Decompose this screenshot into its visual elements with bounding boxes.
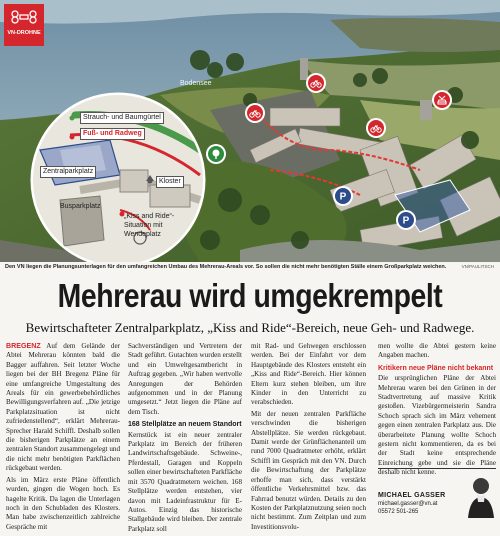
lake-label: Bodensee bbox=[180, 80, 212, 87]
author-email[interactable]: michael.gasser@vn.at bbox=[378, 501, 438, 507]
badge-label: VN-DROHNE bbox=[7, 30, 41, 36]
author-portrait bbox=[466, 472, 496, 518]
pin-tree bbox=[208, 146, 224, 162]
pin-parking-2 bbox=[398, 212, 414, 228]
paragraph: mit Rad- und Gehwegen erschlossen werden. Bei der Einfahrt vor dem Hauptgebäude des Klosters entsteht ein „Kiss and Ride“-Bereich. Hier können Eltern kurz stehen bleiben, um ihre Kinder in den Unterricht zu verabschieden. bbox=[251, 342, 366, 407]
article-column-2 bbox=[128, 342, 242, 536]
author-name: MICHAEL GASSER bbox=[378, 492, 446, 499]
photo-credit: VN/PAULITSCH bbox=[461, 264, 494, 269]
dateline: BREGENZ bbox=[6, 342, 41, 350]
subheading: 168 Stellplätze an neuem Standort bbox=[128, 421, 242, 429]
inset-label-bus: Busparkplatz bbox=[60, 203, 101, 210]
vn-drohne-badge bbox=[4, 4, 44, 46]
paragraph: men wollte die Abtei gestern keine Angaben machen. bbox=[378, 342, 496, 360]
headline: Mehrerau wird umgekrempelt bbox=[57, 277, 443, 314]
paragraph: Die ursprünglichen Pläne der Abtei Mehrerau waren bei den Grünen in der Stadtvertretung auf massive Kritik gestoßen. Vizebürgermeisterin Sandra Schoch sprach sich im März vehement gegen einen zentralen Parkplatz aus. Die überarbeitete Planung wollte Schoch gestern nicht kommentieren, da es bei der Stadt keine entsprechende Einreichung gebe und sie die Pläne deshalb nicht kenne. bbox=[378, 374, 496, 477]
inset-label-kiss: „Kiss and Ride“-Situation mit Wendeplatz bbox=[124, 213, 175, 238]
paragraph: BREGENZ Auf dem Gelände der Abtei Mehrerau könnten bald die Bagger auffahren. Seit letzter Woche liegen bei der BH Bregenz Pläne für eine umfangreiche Umgestaltung des Areals für ein gewerbebehördliches Bewilligungsverfahren auf. „Die jetzige Parkplatzsituation ist nicht zufriedenstellend“, erklärt Mehrerau-Sprecher Harald Schiffl. Deshalb sollen die bisherigen Parkplätze an einem zentralen Standort zusammengelegt und die nicht mehr benötigten Parkflächen rückgebaut werden. bbox=[6, 342, 120, 473]
drone-icon bbox=[11, 10, 37, 24]
article-column-1 bbox=[6, 342, 120, 534]
paragraph: Mit der neuen zentralen Parkfläche verschwinden die bisherigen Abstellplätze. Sie werden rückgebaut. Damit werde der Grünflächenanteil um rund 7000 Quadratmeter erhöht, erklärt Schiffl im Gespräch mit den VN. Durch die Bewirtschaftung der Parkplätze erhoffe man sich, dass verstärkt öffentliche Verkehrsmittel bzw. das Fahrrad benutzt würden. Details zu den Kosten der Parkplatznutzung seien noch nicht bestimmt. Zum Zeitplan und zum Investitionsvolu- bbox=[251, 409, 366, 531]
article-column-4 bbox=[378, 342, 496, 480]
inset-label-monastery: Kloster bbox=[156, 176, 184, 188]
bicycle-icon bbox=[249, 107, 261, 119]
pin-parking-1 bbox=[335, 188, 351, 204]
pin-bicycle-3 bbox=[368, 120, 384, 136]
subhead: Bewirtschafteter Zentralparkplatz, „Kiss and Ride“-Bereich, neue Geh- und Radwege. bbox=[25, 320, 475, 335]
article-column-3 bbox=[251, 342, 366, 534]
svg-text:P: P bbox=[339, 191, 347, 202]
aerial-illustration bbox=[0, 0, 500, 262]
inset-label-parking: Zentralparkplatz bbox=[40, 166, 96, 178]
paragraph: Sachverständigen und Vertretern der Stadt geführt. Gutachten wurden erstellt und ein Umweltgesamtbericht in Auftrag gegeben. „Wir haben wertvolle Anregungen der Behörden aufgenommen und in der Planung umgesetzt.“ Jetzt liegen die Pläne auf dem Tisch. bbox=[128, 342, 242, 416]
paragraph: Kernstück ist ein neuer zentraler Parkplatz im Bereich der früheren Landwirtschaftsgebäude. Schweine-, Pferdestall, Garagen und Koppeln sollen einer bewirtschafteten Parkfläche mit 3570 Quadratmetern weichen. 168 Stellplätze werden entstehen, vier davon mit Ladeinfrastruktur für E-Autos. Einzig das historische Stallgebäude wird bleiben. Der zentrale Parkplatz soll bbox=[128, 430, 242, 533]
pin-bicycle-1 bbox=[247, 105, 263, 121]
pin-bicycle-2 bbox=[308, 75, 324, 91]
car-kiss-icon bbox=[436, 94, 448, 106]
author-box bbox=[378, 468, 496, 520]
paragraph: Als im März erste Pläne öffentlich wurden, gingen die Wogen hoch. Es hagelte Kritik. Da lagen die Unterlagen noch in den Schubladen des Klosters. Man habe zwischenzeitlich zahlreiche Gespräche mit bbox=[6, 475, 120, 531]
parking-icon bbox=[400, 214, 412, 226]
inset-label-hedge: Strauch- und Baumgürtel bbox=[80, 112, 164, 124]
tree-icon bbox=[210, 148, 222, 160]
bicycle-icon bbox=[310, 77, 322, 89]
pin-kiss-and-ride bbox=[434, 92, 450, 108]
photo-caption: Den VN liegen die Planungsunterlagen für den umfangreichen Umbau des Mehrerau-Areals vor. So sollen die nicht mehr benötigten Ställe einem Großparkplatz weichen. bbox=[5, 264, 447, 270]
parking-icon bbox=[337, 190, 349, 202]
bicycle-icon bbox=[370, 122, 382, 134]
svg-text:P: P bbox=[402, 215, 410, 226]
subheading: Kritikern neue Pläne nicht bekannt bbox=[378, 364, 494, 372]
divider bbox=[378, 468, 496, 469]
inset-label-path: Fuß- und Radweg bbox=[80, 128, 145, 140]
aerial-photo bbox=[0, 0, 500, 262]
author-phone: 05572 501-265 bbox=[378, 509, 419, 515]
